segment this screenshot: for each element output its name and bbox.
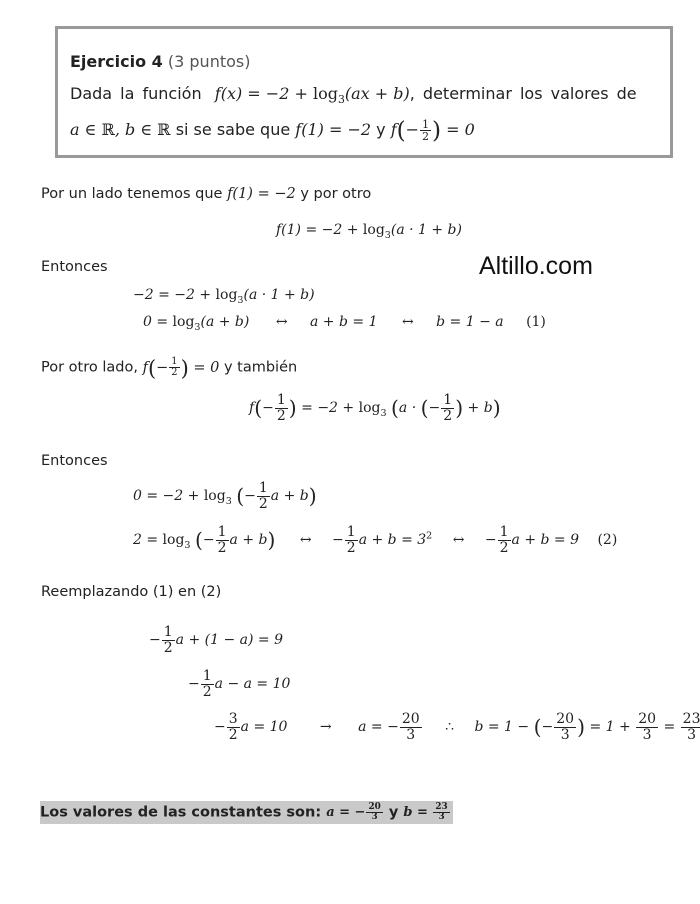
equation-step1: $-2 = -2 + \log_3(a \cdot 1 + b)$: [133, 287, 315, 306]
exercise-text2: , determinar los valores de: [409, 84, 637, 103]
conclusion-text: Los valores de las constantes son:: [40, 804, 322, 821]
exercise-statement-line2: a ∈ ℝ, b ∈ ℝ si se sabe que f(1) = −2 y f(− $\frac{1}{2}$ ) = 0: [70, 117, 475, 144]
intro-text-b: y por otro: [300, 186, 372, 202]
equation-step2: $0 = \log_3(a + b)$ ↔ a + b = 1 ↔ b = 1 − a (1): [143, 314, 546, 333]
intro-line: Por un lado tenemos que f(1) = −2 y por otro: [41, 186, 372, 202]
equation-f-minus-half: f(− $\frac{1}{2}$ ) = $-2 + \log_3 (a$ · (− $\frac{1}{2}$ ) + b): [249, 392, 501, 424]
equation-step3: $0 = -2 + \log_3$ (− $\frac{1}{2}$ a + b): [133, 480, 317, 512]
other-side-line: Por otro lado, f(− $\frac{1}{2}$ ) = 0 y también: [41, 355, 298, 380]
exercise-points: (3 puntos): [167, 52, 251, 71]
equation-step4: $2 = \log_3$ (− $\frac{1}{2}$ a + b) ↔ − $\frac{1}{2}$ $a + b = 3^2$ ↔ − $\frac{1}{2}$ a + b = 9 (2): [133, 524, 618, 556]
exercise-statement-line1: Dada la función $f(x) = -2 + \log_3(ax + b)$, determinar los valores de: [70, 84, 637, 107]
watermark: Altillo.com: [479, 252, 593, 280]
equation-f1: $f(1) = -2 + \log_3(a \cdot 1 + b)$: [276, 222, 462, 241]
replacing-line: Reemplazando (1) en (2): [41, 584, 222, 600]
entonces-label-2: Entonces: [41, 453, 108, 469]
conclusion-highlight: Los valores de las constantes son: a = − $\frac{20}{3}$ y b = $\frac{23}{3}$: [40, 801, 453, 824]
equation-label-2: (2): [597, 532, 618, 549]
exercise-text3: si se sabe que: [175, 120, 291, 139]
entonces-label-1: Entonces: [41, 259, 108, 275]
intro-text-a: Por un lado tenemos que: [41, 186, 223, 202]
other-side-text-a: Por otro lado,: [41, 359, 138, 376]
exercise-text4: y: [376, 120, 386, 139]
exercise-text1: Dada la función: [70, 84, 202, 103]
exercise-box: [55, 26, 673, 158]
other-side-text-b: y también: [223, 359, 298, 376]
exercise-heading: [70, 52, 250, 71]
equation-step6: − $\frac{1}{2}$ a − a = 10: [188, 668, 291, 700]
exercise-title: Ejercicio 4: [70, 52, 163, 71]
equation-label-1: (1): [526, 314, 546, 330]
equation-step7: − $\frac{3}{2}$ a = 10 → a = − $\frac{20}{3}$ ∴ b = 1 − (− $\frac{20}{3}$ ) = 1 + $\frac{20}{3}$ = $\frac{23}{3}$: [214, 712, 700, 742]
equation-step5: − $\frac{1}{2}$ a + (1 − a) = 9: [149, 624, 283, 656]
